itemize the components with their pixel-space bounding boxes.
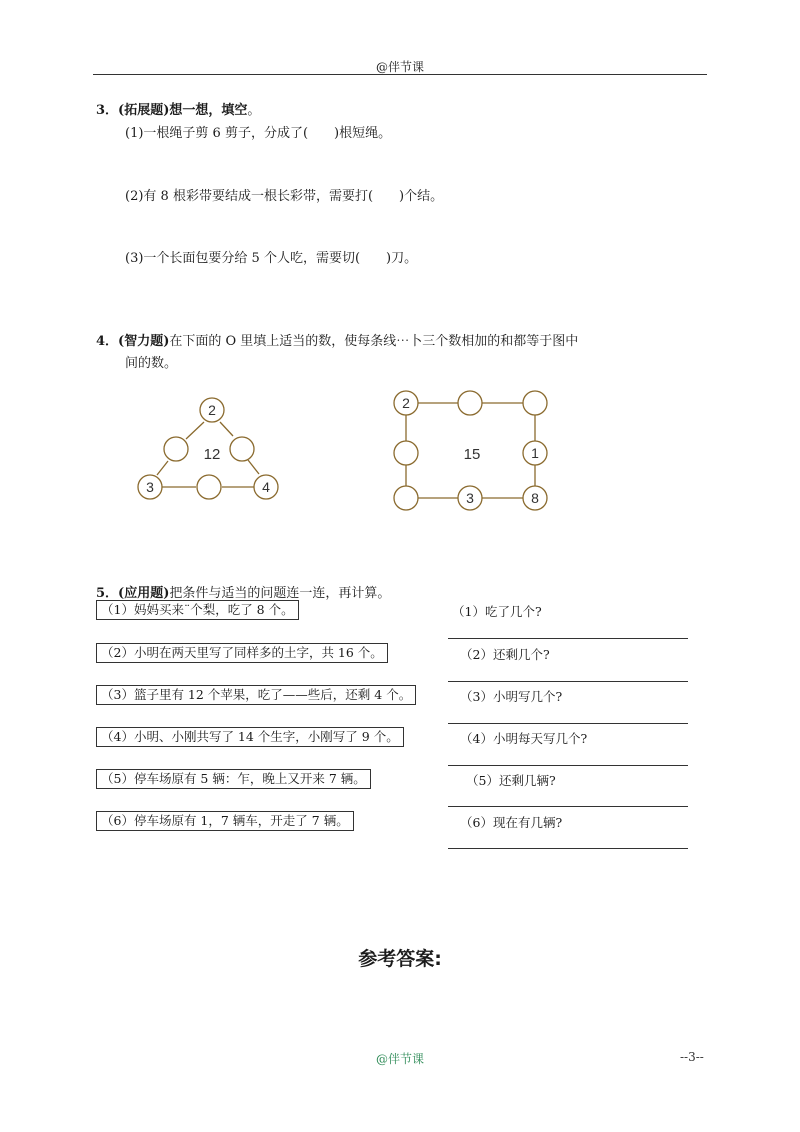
footer-page-number: --3-- (680, 1050, 704, 1064)
question-5-tag: (应用题) (118, 586, 170, 601)
answer-line-4[interactable] (448, 765, 688, 766)
question-option-5[interactable]: （5）还剩几辆? (466, 773, 556, 788)
answers-title: 参考答案: (358, 948, 442, 970)
triangle-circle-right (230, 437, 254, 461)
triangle-edge-right-lower (248, 460, 259, 474)
question-5-heading: 把条件与适当的问题连一连，再计算。 (169, 586, 391, 601)
condition-box-4[interactable]: （4）小明、小刚共写了 14 个生字，小刚写了 9 个。 (96, 727, 404, 747)
question-option-3[interactable]: （3）小明写几个? (460, 689, 563, 704)
question-4-text-line-2: 间的数。 (125, 356, 178, 371)
question-3-number: 3． (96, 103, 119, 118)
square-label-bottom-middle: 3 (466, 490, 474, 506)
triangle-edge-right-upper (220, 422, 233, 436)
square-circle-top-right (523, 391, 547, 415)
answer-line-5[interactable] (448, 806, 688, 807)
triangle-circle-left (164, 437, 188, 461)
question-3-tag: (拓展题) (118, 103, 170, 118)
square-circle-bottom-left (394, 486, 418, 510)
square-center-number: 15 (463, 446, 481, 463)
question-3-item-1: (1)一根绳子剪 6 剪子，分成了( )根短绳。 (125, 126, 392, 141)
question-option-2[interactable]: （2）还剩几个? (460, 647, 550, 662)
square-circle-top-middle (458, 391, 482, 415)
answer-line-6[interactable] (448, 848, 688, 849)
question-3-heading: 想一想，填空 (169, 103, 248, 118)
triangle-center-number: 12 (203, 446, 221, 463)
condition-box-1[interactable]: （1）妈妈买来¨个梨，吃了 8 个。 (96, 600, 299, 620)
question-option-4[interactable]: （4）小明每天写几个? (460, 731, 588, 746)
question-3-item-3: (3)一个长面包要分给 5 个人吃，需要切( )刀。 (125, 251, 418, 266)
question-4-text-line-1: 在下面的 O 里填上适当的数，使每条线⋯卜三个数相加的和都等于图中 (169, 334, 579, 349)
triangle-diagram (130, 390, 290, 510)
square-circle-left-middle (394, 441, 418, 465)
question-4-title (96, 330, 578, 349)
footer-brand: @伴节课 (375, 1052, 424, 1066)
question-3-item-2: (2)有 8 根彩带要结成一根长彩带，需要打( )个结。 (125, 189, 444, 204)
condition-box-3[interactable]: （3）篮子里有 12 个苹果，吃了——些后，还剩 4 个。 (96, 685, 416, 705)
triangle-label-top: 2 (208, 402, 216, 418)
question-5-number: 5． (96, 586, 119, 601)
answer-line-1[interactable] (448, 638, 688, 639)
header-rule (93, 74, 707, 75)
condition-box-6[interactable]: （6）停车场原有 1，7 辆车，开走了 7 辆。 (96, 811, 354, 831)
question-4-tag: (智力题) (118, 334, 170, 349)
question-3-heading-end: 。 (247, 103, 261, 118)
square-label-top-left: 2 (402, 395, 410, 411)
question-option-6[interactable]: （6）现在有几辆? (460, 815, 563, 830)
square-diagram-svg (386, 385, 556, 520)
triangle-diagram-svg (130, 390, 290, 510)
triangle-edge-left-upper (186, 422, 204, 439)
triangle-edge-left-lower (157, 461, 168, 475)
question-option-1[interactable]: （1）吃了几个? (452, 604, 542, 619)
question-3-title (96, 99, 260, 118)
triangle-label-bottom-right: 4 (262, 479, 270, 495)
square-label-right-middle: 1 (531, 445, 539, 461)
answer-line-2[interactable] (448, 681, 688, 682)
condition-box-2[interactable]: （2）小明在两天里写了同样多的土字，共 16 个。 (96, 643, 388, 663)
question-4-number: 4． (96, 334, 119, 349)
triangle-circle-bottom-middle (197, 475, 221, 499)
condition-box-5[interactable]: （5）停车场原有 5 辆：乍，晚上又开来 7 辆。 (96, 769, 371, 789)
page-header-brand: @伴节课 (375, 60, 424, 74)
triangle-label-bottom-left: 3 (146, 479, 154, 495)
square-label-bottom-right: 8 (531, 490, 539, 506)
answer-line-3[interactable] (448, 723, 688, 724)
square-diagram (386, 385, 556, 520)
question-5-title (96, 582, 390, 601)
